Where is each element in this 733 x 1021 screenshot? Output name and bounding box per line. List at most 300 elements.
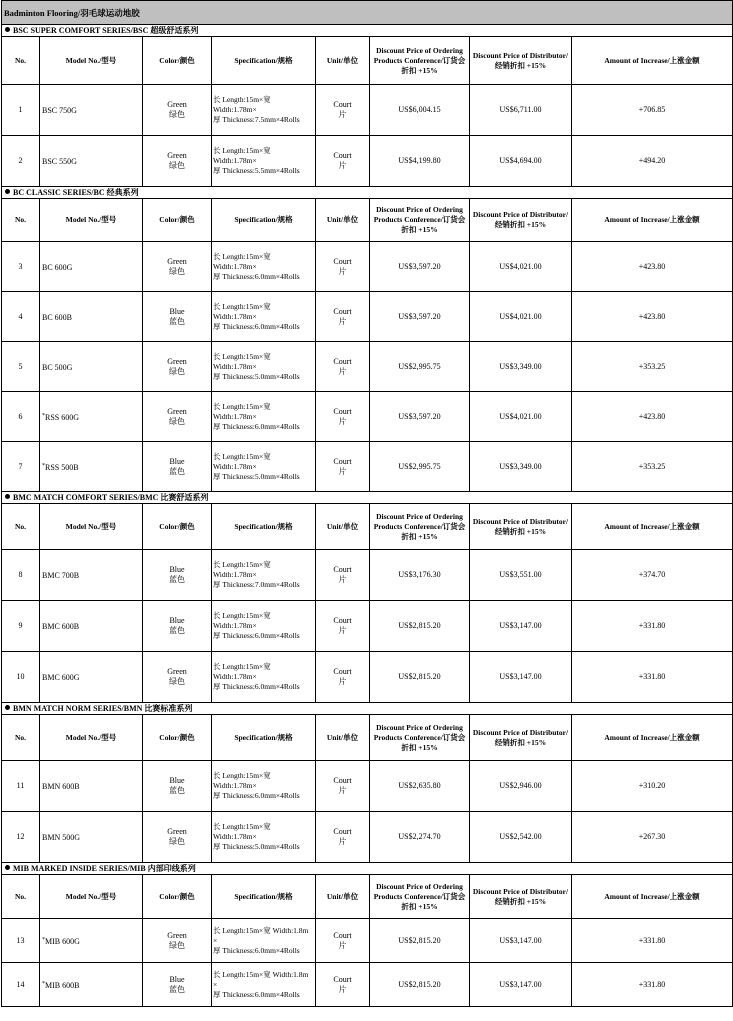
- column-header-price-dist: Discount Price of Distributor/经销折扣 +15%: [470, 199, 572, 242]
- model-number-text: BSC 750G: [42, 106, 77, 115]
- unit-chinese: 片: [338, 837, 347, 846]
- model-number: [40, 963, 143, 1007]
- series-title-text: BC CLASSIC SERIES/BC 经典系列: [13, 187, 139, 197]
- color-english: Green: [167, 827, 187, 836]
- spec-thickness: 厚 Thickness:6.0mm×4Rolls: [213, 989, 300, 999]
- column-header-increase: Amount of Increase/上涨金额: [572, 875, 733, 919]
- model-number: [40, 919, 143, 963]
- unit-english: Court: [333, 974, 352, 984]
- table-row: [2, 136, 733, 187]
- distributor-price: US$4,021.00: [470, 242, 572, 292]
- column-header-model: Model No./型号: [40, 875, 143, 919]
- row-number: 7: [2, 442, 40, 492]
- color-cell: [143, 392, 212, 442]
- color-cell: [143, 550, 212, 601]
- conference-price: US$2,995.75: [370, 342, 470, 392]
- distributor-price: US$3,349.00: [470, 342, 572, 392]
- distributor-price: US$3,147.00: [470, 963, 572, 1007]
- color-english: Blue: [169, 616, 185, 625]
- row-number: 9: [2, 601, 40, 652]
- unit-cell: [316, 442, 370, 492]
- increase-amount: +423.80: [572, 292, 733, 342]
- specification-cell: [212, 919, 316, 963]
- row-number: 14: [2, 963, 40, 1007]
- unit-cell: [316, 963, 370, 1007]
- table-row: [2, 242, 733, 292]
- price-table: [1, 0, 733, 1007]
- spec-thickness: 厚 Thickness:5.5mm×4Rolls: [213, 166, 300, 175]
- column-header-price-dist: Discount Price of Distributor/经销折扣 +15%: [470, 504, 572, 550]
- color-english: Blue: [169, 565, 185, 574]
- spec-length: 长 Length:15m×宽: [213, 611, 271, 620]
- title-row: [2, 1, 733, 25]
- increase-amount: +353.25: [572, 442, 733, 492]
- conference-price: US$3,597.20: [370, 392, 470, 442]
- column-header-no: No.: [2, 875, 40, 919]
- increase-amount: +331.80: [572, 919, 733, 963]
- specification-cell: [212, 761, 316, 812]
- table-row: [2, 85, 733, 136]
- model-number-text: RSS 600G: [45, 412, 80, 422]
- model-number-text: BC 600B: [42, 312, 73, 322]
- unit-cell: [316, 550, 370, 601]
- column-header-row: [2, 504, 733, 550]
- specification-cell: [212, 963, 316, 1007]
- series-title: [2, 863, 733, 875]
- distributor-price: US$4,694.00: [470, 136, 572, 187]
- color-english: Blue: [169, 456, 185, 466]
- unit-english: Court: [333, 406, 352, 416]
- model-number: [40, 601, 143, 652]
- increase-amount: +331.80: [572, 963, 733, 1007]
- color-english: Green: [167, 667, 187, 676]
- column-header-unit: Unit/单位: [316, 37, 370, 85]
- spec-width: Width:1.78m×: [213, 361, 257, 371]
- conference-price: US$6,004.15: [370, 85, 470, 136]
- specification-cell: [212, 292, 316, 342]
- column-header-color: Color/颜色: [143, 875, 212, 919]
- distributor-price: US$6,711.00: [470, 85, 572, 136]
- spec-length: 长 Length:15m×宽: [213, 251, 271, 261]
- bullet-icon: [5, 27, 10, 32]
- series-title: [2, 492, 733, 504]
- spec-width: Width:1.78m×: [213, 156, 257, 165]
- new-item-marker: *: [42, 980, 45, 987]
- column-header-increase: Amount of Increase/上涨金额: [572, 715, 733, 761]
- conference-price: US$2,815.20: [370, 652, 470, 703]
- column-header-price-dist: Discount Price of Distributor/经销折扣 +15%: [470, 37, 572, 85]
- column-header-price-conf: Discount Price of Ordering Products Conference/订货会折扣 +15%: [370, 715, 470, 761]
- model-number: [40, 812, 143, 863]
- distributor-price: US$3,147.00: [470, 919, 572, 963]
- unit-english: Court: [333, 456, 352, 466]
- unit-chinese: 片: [338, 416, 347, 426]
- series-title-row: [2, 492, 733, 504]
- distributor-price: US$3,147.00: [470, 652, 572, 703]
- spec-width: ×: [213, 979, 218, 989]
- color-chinese: 绿色: [169, 366, 185, 376]
- column-header-no: No.: [2, 504, 40, 550]
- spec-length: 长 Length:15m×宽: [213, 662, 271, 671]
- model-number-text: BMC 700B: [42, 571, 80, 580]
- color-cell: [143, 601, 212, 652]
- unit-cell: [316, 342, 370, 392]
- specification-cell: [212, 812, 316, 863]
- unit-chinese: 片: [338, 984, 347, 994]
- specification-cell: [212, 442, 316, 492]
- bullet-icon: [5, 494, 10, 499]
- spec-width: Width:1.78m×: [213, 261, 257, 271]
- row-number: 8: [2, 550, 40, 601]
- column-header-increase: Amount of Increase/上涨金额: [572, 504, 733, 550]
- row-number: 13: [2, 919, 40, 963]
- model-number-text: BSC 550G: [42, 157, 77, 166]
- spec-thickness: 厚 Thickness:5.0mm×4Rolls: [213, 371, 300, 381]
- spec-length: 长 Length:15m×宽: [213, 822, 271, 831]
- column-header-price-conf: Discount Price of Ordering Products Conference/订货会折扣 +15%: [370, 504, 470, 550]
- column-header-spec: Specification/规格: [212, 875, 316, 919]
- unit-chinese: 片: [338, 316, 347, 326]
- conference-price: US$2,815.20: [370, 919, 470, 963]
- increase-amount: +331.80: [572, 601, 733, 652]
- new-item-marker: *: [42, 462, 45, 469]
- column-header-price-conf: Discount Price of Ordering Products Conference/订货会折扣 +15%: [370, 37, 470, 85]
- spec-thickness: 厚 Thickness:5.0mm×4Rolls: [213, 842, 300, 851]
- model-number: [40, 550, 143, 601]
- column-header-price-conf: Discount Price of Ordering Products Conference/订货会折扣 +15%: [370, 875, 470, 919]
- color-english: Blue: [169, 776, 185, 785]
- color-english: Green: [167, 151, 187, 160]
- row-number: 12: [2, 812, 40, 863]
- increase-amount: +423.80: [572, 242, 733, 292]
- distributor-price: US$4,021.00: [470, 392, 572, 442]
- color-cell: [143, 812, 212, 863]
- color-cell: [143, 342, 212, 392]
- distributor-price: US$3,147.00: [470, 601, 572, 652]
- model-number-text: BMN 600B: [42, 782, 80, 791]
- color-english: Blue: [169, 306, 185, 316]
- spec-thickness: 厚 Thickness:6.0mm×4Rolls: [213, 271, 300, 281]
- color-chinese: 绿色: [169, 110, 185, 119]
- specification-cell: [212, 652, 316, 703]
- spec-length: 长 Length:15m×宽: [213, 146, 271, 155]
- spec-width: Width:1.78m×: [213, 411, 257, 421]
- table-row: [2, 812, 733, 863]
- color-cell: [143, 442, 212, 492]
- color-chinese: 蓝色: [169, 466, 185, 476]
- unit-english: Court: [333, 827, 352, 836]
- model-number-text: BC 500G: [42, 362, 73, 372]
- color-chinese: 绿色: [169, 416, 185, 426]
- column-header-unit: Unit/单位: [316, 504, 370, 550]
- unit-chinese: 片: [338, 575, 347, 584]
- spec-width: Width:1.78m×: [213, 781, 257, 790]
- unit-cell: [316, 652, 370, 703]
- series-title-text: MIB MARKED INSIDE SERIES/MIB 内部印线系列: [13, 863, 196, 873]
- column-header-color: Color/颜色: [143, 715, 212, 761]
- column-header-spec: Specification/规格: [212, 199, 316, 242]
- unit-chinese: 片: [338, 677, 347, 686]
- conference-price: US$2,635.80: [370, 761, 470, 812]
- unit-cell: [316, 242, 370, 292]
- unit-english: Court: [333, 356, 352, 366]
- column-header-spec: Specification/规格: [212, 715, 316, 761]
- model-number-text: BC 600G: [42, 262, 73, 272]
- specification-cell: [212, 242, 316, 292]
- unit-chinese: 片: [338, 366, 347, 376]
- spec-width: Width:1.78m×: [213, 311, 257, 321]
- specification-cell: [212, 601, 316, 652]
- model-number: [40, 442, 143, 492]
- unit-cell: [316, 292, 370, 342]
- conference-price: US$2,995.75: [370, 442, 470, 492]
- column-header-model: Model No./型号: [40, 37, 143, 85]
- conference-price: US$4,199.80: [370, 136, 470, 187]
- unit-english: Court: [333, 930, 352, 940]
- spec-thickness: 厚 Thickness:6.0mm×4Rolls: [213, 421, 300, 431]
- column-header-model: Model No./型号: [40, 199, 143, 242]
- unit-chinese: 片: [338, 940, 347, 950]
- increase-amount: +374.70: [572, 550, 733, 601]
- spec-width: ×: [213, 935, 218, 945]
- bullet-icon: [5, 865, 10, 870]
- color-cell: [143, 85, 212, 136]
- color-chinese: 绿色: [169, 677, 185, 686]
- column-header-row: [2, 37, 733, 85]
- column-header-color: Color/颜色: [143, 199, 212, 242]
- color-chinese: 蓝色: [169, 984, 185, 994]
- series-title: [2, 25, 733, 37]
- spec-width: Width:1.78m×: [213, 832, 257, 841]
- row-number: 1: [2, 85, 40, 136]
- distributor-price: US$3,349.00: [470, 442, 572, 492]
- spec-width: Width:1.78m×: [213, 105, 257, 114]
- increase-amount: +331.80: [572, 652, 733, 703]
- spec-thickness: 厚 Thickness:7.0mm×4Rolls: [213, 580, 300, 589]
- increase-amount: +423.80: [572, 392, 733, 442]
- column-header-no: No.: [2, 199, 40, 242]
- color-english: Green: [167, 100, 187, 109]
- color-cell: [143, 652, 212, 703]
- table-row: [2, 550, 733, 601]
- spec-length: 长 Length:15m×宽: [213, 351, 271, 361]
- spec-thickness: 厚 Thickness:7.5mm×4Rolls: [213, 115, 300, 124]
- spec-thickness: 厚 Thickness:6.0mm×4Rolls: [213, 631, 300, 640]
- color-chinese: 绿色: [169, 940, 185, 950]
- new-item-marker: *: [42, 412, 45, 419]
- spec-thickness: 厚 Thickness:6.0mm×4Rolls: [213, 682, 300, 691]
- model-number-text: MIB 600B: [45, 980, 80, 990]
- column-header-row: [2, 715, 733, 761]
- color-chinese: 蓝色: [169, 575, 185, 584]
- increase-amount: +353.25: [572, 342, 733, 392]
- series-title-row: [2, 187, 733, 199]
- row-number: 5: [2, 342, 40, 392]
- model-number-text: BMC 600G: [42, 673, 80, 682]
- column-header-color: Color/颜色: [143, 37, 212, 85]
- color-cell: [143, 242, 212, 292]
- table-row: [2, 442, 733, 492]
- table-row: [2, 601, 733, 652]
- color-chinese: 绿色: [169, 161, 185, 170]
- column-header-model: Model No./型号: [40, 504, 143, 550]
- model-number: [40, 292, 143, 342]
- series-title-text: BMC MATCH COMFORT SERIES/BMC 比赛舒适系列: [13, 492, 209, 502]
- spec-length: 长 Length:15m×宽 Width:1.8m: [213, 925, 309, 935]
- conference-price: US$3,597.20: [370, 292, 470, 342]
- column-header-price-dist: Discount Price of Distributor/经销折扣 +15%: [470, 875, 572, 919]
- model-number: [40, 85, 143, 136]
- color-english: Blue: [169, 974, 185, 984]
- color-cell: [143, 761, 212, 812]
- unit-cell: [316, 761, 370, 812]
- column-header-no: No.: [2, 37, 40, 85]
- price-sheet: [1, 0, 732, 1007]
- series-title-text: BMN MATCH NORM SERIES/BMN 比赛标准系列: [13, 703, 193, 713]
- spec-width: Width:1.78m×: [213, 621, 257, 630]
- model-number: [40, 652, 143, 703]
- spec-thickness: 厚 Thickness:6.0mm×4Rolls: [213, 791, 300, 800]
- column-header-unit: Unit/单位: [316, 199, 370, 242]
- column-header-price-dist: Discount Price of Distributor/经销折扣 +15%: [470, 715, 572, 761]
- distributor-price: US$3,551.00: [470, 550, 572, 601]
- color-chinese: 绿色: [169, 266, 185, 276]
- row-number: 4: [2, 292, 40, 342]
- column-header-unit: Unit/单位: [316, 715, 370, 761]
- row-number: 3: [2, 242, 40, 292]
- table-row: [2, 342, 733, 392]
- color-cell: [143, 136, 212, 187]
- unit-english: Court: [333, 565, 352, 574]
- series-title-text: BSC SUPER COMFORT SERIES/BSC 超级舒适系列: [13, 25, 199, 35]
- column-header-increase: Amount of Increase/上涨金额: [572, 37, 733, 85]
- unit-cell: [316, 85, 370, 136]
- spec-width: Width:1.78m×: [213, 461, 257, 471]
- color-english: Green: [167, 256, 187, 266]
- model-number-text: MIB 600G: [45, 936, 80, 946]
- spec-length: 长 Length:15m×宽: [213, 95, 271, 104]
- column-header-row: [2, 875, 733, 919]
- unit-chinese: 片: [338, 786, 347, 795]
- increase-amount: +267.30: [572, 812, 733, 863]
- bullet-icon: [5, 189, 10, 194]
- model-number-text: RSS 500B: [45, 462, 79, 472]
- table-row: [2, 919, 733, 963]
- column-header-color: Color/颜色: [143, 504, 212, 550]
- column-header-model: Model No./型号: [40, 715, 143, 761]
- color-cell: [143, 292, 212, 342]
- conference-price: US$2,274.70: [370, 812, 470, 863]
- conference-price: US$2,815.20: [370, 963, 470, 1007]
- unit-english: Court: [333, 256, 352, 266]
- series-title-row: [2, 25, 733, 37]
- row-number: 11: [2, 761, 40, 812]
- distributor-price: US$2,542.00: [470, 812, 572, 863]
- specification-cell: [212, 136, 316, 187]
- conference-price: US$3,597.20: [370, 242, 470, 292]
- color-english: Green: [167, 406, 187, 416]
- column-header-unit: Unit/单位: [316, 875, 370, 919]
- row-number: 10: [2, 652, 40, 703]
- unit-chinese: 片: [338, 161, 347, 170]
- sheet-title: Badminton Flooring/羽毛球运动地胶: [2, 1, 733, 25]
- conference-price: US$2,815.20: [370, 601, 470, 652]
- color-cell: [143, 963, 212, 1007]
- series-title-row: [2, 863, 733, 875]
- increase-amount: +310.20: [572, 761, 733, 812]
- spec-length: 长 Length:15m×宽: [213, 451, 271, 461]
- series-title: [2, 187, 733, 199]
- spec-length: 长 Length:15m×宽: [213, 560, 271, 569]
- unit-english: Court: [333, 776, 352, 785]
- color-english: Green: [167, 356, 187, 366]
- model-number: [40, 136, 143, 187]
- model-number: [40, 761, 143, 812]
- specification-cell: [212, 342, 316, 392]
- row-number: 6: [2, 392, 40, 442]
- unit-cell: [316, 601, 370, 652]
- unit-english: Court: [333, 151, 352, 160]
- spec-thickness: 厚 Thickness:6.0mm×4Rolls: [213, 321, 300, 331]
- column-header-price-conf: Discount Price of Ordering Products Conference/订货会折扣 +15%: [370, 199, 470, 242]
- column-header-increase: Amount of Increase/上涨金额: [572, 199, 733, 242]
- conference-price: US$3,176.30: [370, 550, 470, 601]
- spec-length: 长 Length:15m×宽: [213, 401, 271, 411]
- model-number: [40, 242, 143, 292]
- spec-thickness: 厚 Thickness:6.0mm×4Rolls: [213, 945, 300, 955]
- unit-chinese: 片: [338, 266, 347, 276]
- column-header-row: [2, 199, 733, 242]
- spec-width: Width:1.78m×: [213, 570, 257, 579]
- unit-cell: [316, 136, 370, 187]
- model-number: [40, 392, 143, 442]
- specification-cell: [212, 392, 316, 442]
- model-number: [40, 342, 143, 392]
- color-english: Green: [167, 930, 187, 940]
- unit-cell: [316, 919, 370, 963]
- specification-cell: [212, 85, 316, 136]
- color-chinese: 蓝色: [169, 316, 185, 326]
- spec-length: 长 Length:15m×宽: [213, 301, 271, 311]
- color-cell: [143, 919, 212, 963]
- color-chinese: 蓝色: [169, 626, 185, 635]
- specification-cell: [212, 550, 316, 601]
- table-row: [2, 963, 733, 1007]
- spec-length: 长 Length:15m×宽 Width:1.8m: [213, 969, 309, 979]
- distributor-price: US$4,021.00: [470, 292, 572, 342]
- color-chinese: 绿色: [169, 837, 185, 846]
- unit-english: Court: [333, 667, 352, 676]
- bullet-icon: [5, 705, 10, 710]
- table-row: [2, 292, 733, 342]
- unit-english: Court: [333, 616, 352, 625]
- unit-chinese: 片: [338, 110, 347, 119]
- increase-amount: +706.85: [572, 85, 733, 136]
- column-header-no: No.: [2, 715, 40, 761]
- table-row: [2, 392, 733, 442]
- spec-thickness: 厚 Thickness:5.0mm×4Rolls: [213, 471, 300, 481]
- unit-chinese: 片: [338, 466, 347, 476]
- unit-english: Court: [333, 100, 352, 109]
- table-row: [2, 652, 733, 703]
- model-number-text: BMC 600B: [42, 622, 80, 631]
- unit-cell: [316, 392, 370, 442]
- model-number-text: BMN 500G: [42, 833, 81, 842]
- row-number: 2: [2, 136, 40, 187]
- unit-cell: [316, 812, 370, 863]
- column-header-spec: Specification/规格: [212, 37, 316, 85]
- series-title: [2, 703, 733, 715]
